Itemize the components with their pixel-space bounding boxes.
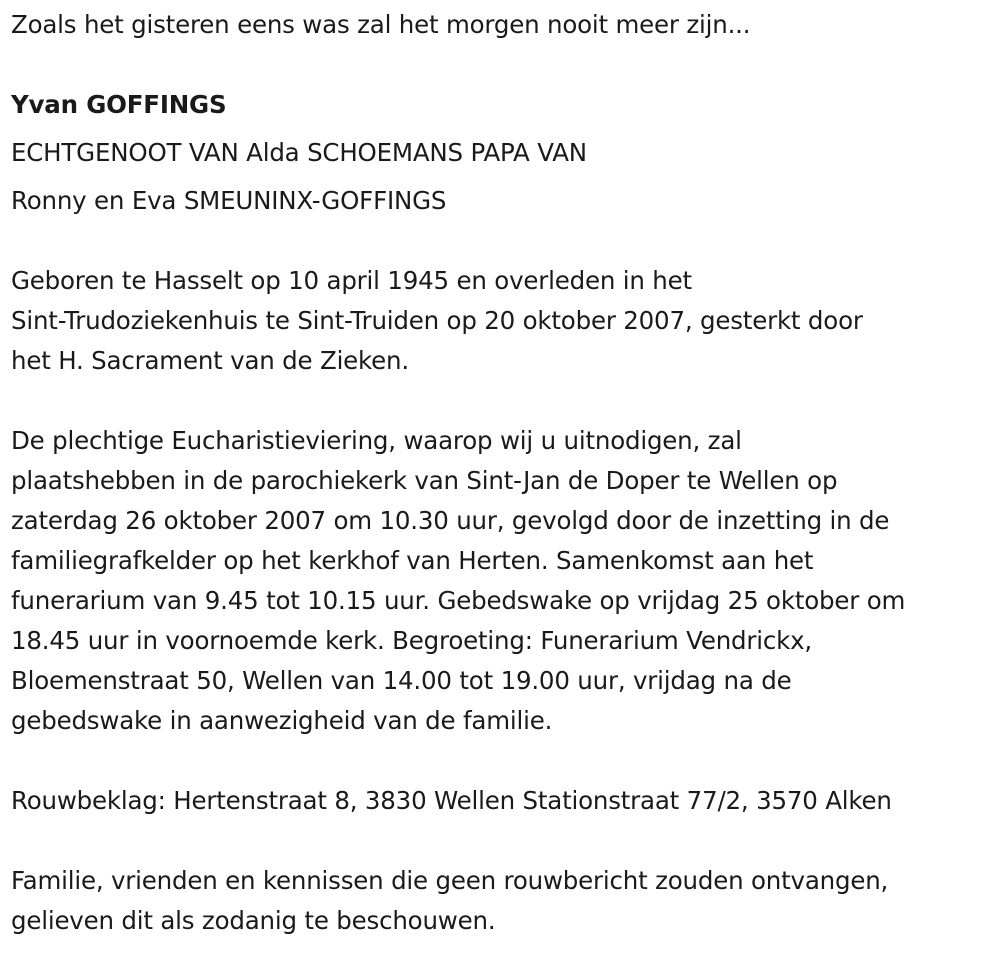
ceremony-line-2: plaatshebben in de parochiekerk van Sint-Jan de Doper te Wellen op [11, 466, 838, 495]
closing-line-2: gelieven dit als zodanig te beschouwen. [11, 906, 496, 935]
ceremony-line-6: 18.45 uur in voornoemde kerk. Begroeting: Funerarium Vendrickx, [11, 626, 813, 655]
deceased-name: Yvan GOFFINGS [11, 90, 227, 119]
relation-line-1: ECHTGENOOT VAN Alda SCHOEMANS PAPA VAN [11, 138, 587, 167]
birth-death-line-3: het H. Sacrament van de Zieken. [11, 346, 409, 375]
ceremony-line-8: gebedswake in aanwezigheid van de familie. [11, 706, 553, 735]
condolences-address: Rouwbeklag: Hertenstraat 8, 3830 Wellen Stationstraat 77/2, 3570 Alken [11, 786, 892, 815]
ceremony-line-5: funerarium van 9.45 tot 10.15 uur. Gebedswake op vrijdag 25 oktober om [11, 586, 906, 615]
motto: Zoals het gisteren eens was zal het morgen nooit meer zijn... [11, 10, 751, 39]
ceremony-line-1: De plechtige Eucharistieviering, waarop wij u uitnodigen, zal [11, 426, 742, 455]
birth-death-line-1: Geboren te Hasselt op 10 april 1945 en overleden in het [11, 266, 692, 295]
ceremony-line-3: zaterdag 26 oktober 2007 om 10.30 uur, gevolgd door de inzetting in de [11, 506, 890, 535]
ceremony-line-7: Bloemenstraat 50, Wellen van 14.00 tot 19.00 uur, vrijdag na de [11, 666, 792, 695]
relation-line-2: Ronny en Eva SMEUNINX-GOFFINGS [11, 186, 447, 215]
ceremony-line-4: familiegrafkelder op het kerkhof van Herten. Samenkomst aan het [11, 546, 814, 575]
birth-death-line-2: Sint-Trudoziekenhuis te Sint-Truiden op 20 oktober 2007, gesterkt door [11, 306, 863, 335]
closing-line-1: Familie, vrienden en kennissen die geen rouwbericht zouden ontvangen, [11, 866, 889, 895]
